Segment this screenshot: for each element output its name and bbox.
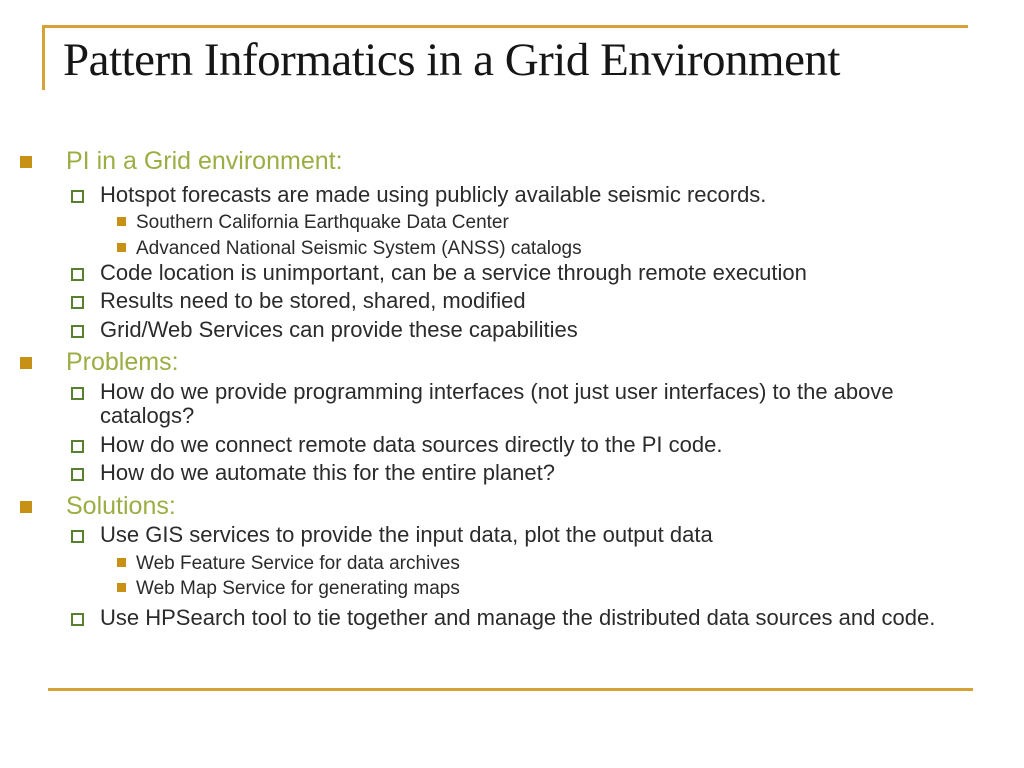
list-item-text: Web Map Service for generating maps (136, 578, 460, 599)
list-item (0, 606, 1012, 630)
list-item-text: Use HPSearch tool to tie together and manage the distributed data sources and code. (100, 605, 936, 630)
filled-square-bullet-icon (20, 501, 32, 513)
list-item (0, 289, 1012, 313)
list-item-text: Web Feature Service for data archives (136, 553, 460, 574)
filled-square-bullet-icon (117, 243, 126, 252)
list-item (0, 347, 1012, 377)
title-block (42, 25, 968, 90)
filled-square-bullet-icon (117, 583, 126, 592)
list-item (0, 236, 1012, 261)
hollow-square-bullet-icon (71, 325, 84, 338)
list-item-text: Hotspot forecasts are made using publicly available seismic records. (100, 182, 767, 207)
slide-title: Pattern Informatics in a Grid Environment (63, 34, 840, 86)
hollow-square-bullet-icon (71, 296, 84, 309)
filled-square-bullet-icon (117, 558, 126, 567)
list-item (0, 261, 1012, 285)
filled-square-bullet-icon (20, 156, 32, 168)
hollow-square-bullet-icon (71, 530, 84, 543)
list-item (0, 523, 1012, 547)
hollow-square-bullet-icon (71, 268, 84, 281)
list-item-text: PI in a Grid environment: (66, 147, 343, 175)
list-item (0, 183, 1012, 207)
filled-square-bullet-icon (20, 357, 32, 369)
list-item-text: Solutions: (66, 492, 176, 520)
list-item-text: Grid/Web Services can provide these capabilities (100, 317, 578, 342)
list-item-text: Code location is unimportant, can be a service through remote execution (100, 260, 807, 285)
hollow-square-bullet-icon (71, 387, 84, 400)
list-item-text: How do we automate this for the entire planet? (100, 460, 555, 485)
list-item (0, 576, 1012, 601)
filled-square-bullet-icon (117, 217, 126, 226)
list-item (0, 146, 1012, 176)
list-item-text: Use GIS services to provide the input data, plot the output data (100, 522, 713, 547)
hollow-square-bullet-icon (71, 468, 84, 481)
list-item (0, 380, 1012, 428)
list-item (0, 551, 1012, 576)
list-item-text: How do we connect remote data sources directly to the PI code. (100, 432, 723, 457)
hollow-square-bullet-icon (71, 190, 84, 203)
list-item (0, 461, 1012, 485)
list-item (0, 433, 1012, 457)
list-item-text: Results need to be stored, shared, modified (100, 288, 526, 313)
bottom-divider (48, 688, 973, 691)
list-item (0, 210, 1012, 235)
list-item (0, 318, 1012, 342)
list-item-text: Advanced National Seismic System (ANSS) catalogs (136, 238, 582, 259)
list-item-text: How do we provide programming interfaces (not just user interfaces) to the above catalogs? (100, 379, 894, 428)
list-item (0, 491, 1012, 521)
list-item-text: Southern California Earthquake Data Center (136, 212, 509, 233)
hollow-square-bullet-icon (71, 613, 84, 626)
hollow-square-bullet-icon (71, 440, 84, 453)
list-item-text: Problems: (66, 348, 179, 376)
